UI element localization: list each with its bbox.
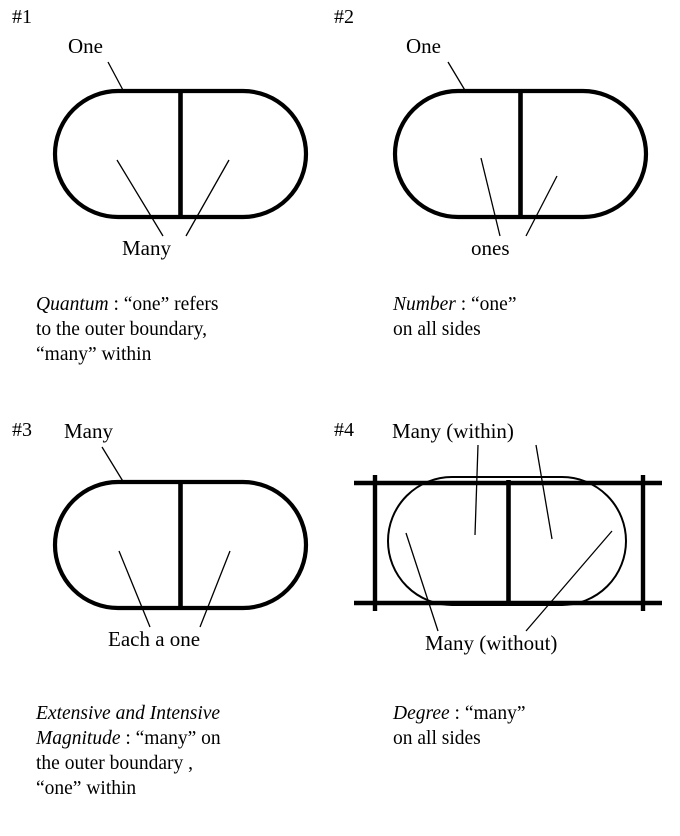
panel-4-caption	[393, 701, 673, 751]
panel-4-top-label: Many (within)	[392, 419, 514, 443]
panel-3-leader-many	[102, 447, 124, 483]
panel-1-top-label: One	[68, 34, 103, 58]
panel-1-caption-line-2: to the outer boundary,	[36, 319, 207, 340]
panel-1-caption-line-1	[36, 292, 316, 317]
panel-3-caption-line-4: “one” within	[36, 778, 137, 799]
panel-4-caption-line-1	[393, 701, 673, 726]
panel-3-caption	[36, 701, 326, 801]
panel-4-caption-line-2: on all sides	[393, 728, 481, 749]
figure-panel-3	[0, 405, 330, 836]
panel-3-number: #3	[12, 419, 32, 441]
panel-4-leader-without-left	[406, 533, 438, 631]
panel-1-caption-term: Quantum	[36, 294, 109, 315]
panel-1-caption-line-3: “many” within	[36, 344, 152, 365]
panel-3-caption-line-3: the outer boundary ,	[36, 753, 194, 774]
panel-3-leader-each-right	[200, 551, 230, 627]
panel-1-number: #1	[12, 6, 32, 28]
panel-4-bottom-label: Many (without)	[425, 631, 558, 655]
panel-1-caption-rest-1: : “one” refers	[108, 294, 219, 315]
panel-4-caption-rest-1: : “many”	[449, 703, 526, 724]
panel-3-leader-each-left	[119, 551, 150, 627]
panel-1-leader-many-left	[117, 160, 163, 236]
panel-4-leader-within-right	[536, 445, 552, 539]
panel-4-leader-within-left	[475, 445, 478, 535]
panel-2-diagram	[330, 0, 680, 270]
panel-3-top-label: Many	[64, 419, 113, 443]
panel-1-diagram	[0, 0, 330, 270]
figure-panel-2	[330, 0, 680, 400]
panel-3-diagram	[0, 405, 330, 665]
panel-3-caption-line-1	[36, 701, 326, 726]
panel-3-caption-term-2: Magnitude	[36, 728, 121, 749]
panel-2-caption	[393, 292, 673, 342]
panel-1-leader-many-right	[186, 160, 229, 236]
panel-1-caption	[36, 292, 316, 367]
panel-2-leader-ones-left	[481, 158, 500, 236]
panel-4-leader-without-right	[526, 531, 612, 631]
figure-panel-1	[0, 0, 330, 400]
panel-3-bottom-label: Each a one	[108, 627, 201, 651]
panel-2-leader-one	[448, 62, 466, 92]
panel-2-leader-ones-right	[526, 176, 557, 236]
panel-1-leader-one	[108, 62, 124, 92]
panel-2-number: #2	[334, 6, 354, 28]
panel-2-caption-term: Number	[393, 294, 456, 315]
panel-2-top-label: One	[406, 34, 441, 58]
panel-2-caption-line-1	[393, 292, 673, 317]
panel-3-caption-rest-2: : “many” on	[120, 728, 221, 749]
panel-3-caption-line-2	[36, 726, 326, 751]
panel-1-bottom-label: Many	[122, 236, 171, 260]
panel-2-caption-line-2: on all sides	[393, 319, 481, 340]
panel-4-diagram	[330, 405, 680, 665]
panel-4-number: #4	[334, 419, 354, 441]
panel-2-caption-rest-1: : “one”	[455, 294, 517, 315]
panel-4-caption-term: Degree	[393, 703, 450, 724]
panel-3-caption-term-1: Extensive and Intensive	[36, 703, 221, 724]
figure-panel-4	[330, 405, 680, 836]
panel-2-bottom-label: ones	[471, 236, 510, 260]
